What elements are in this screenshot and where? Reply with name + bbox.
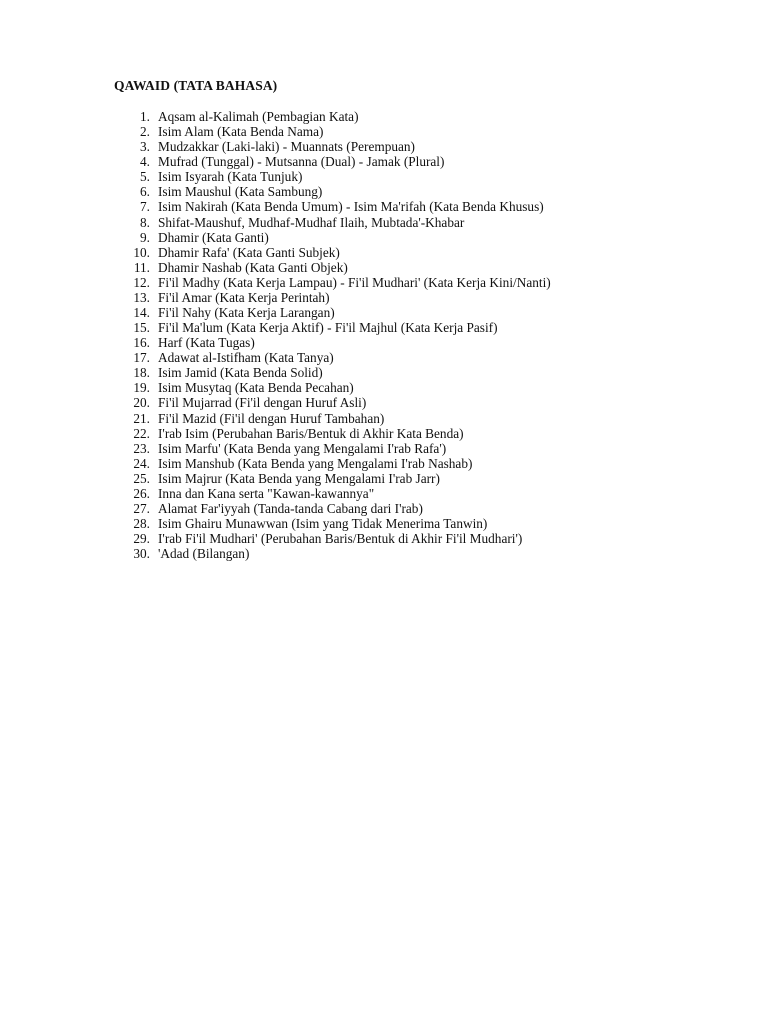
list-item-number: 15. xyxy=(133,320,150,336)
list-item-text: I'rab Isim (Perubahan Baris/Bentuk di Akhir Kata Benda) xyxy=(158,425,464,441)
list-item-number: 29. xyxy=(133,531,150,547)
list-item-number: 17. xyxy=(133,350,150,366)
list-item-number: 27. xyxy=(133,501,150,517)
list-item-number: 3. xyxy=(140,139,150,155)
list-item-number: 13. xyxy=(133,289,150,305)
list-item-text: I'rab Fi'il Mudhari' (Perubahan Baris/Bentuk di Akhir Fi'il Mudhari') xyxy=(158,531,523,547)
list-item-text: Dhamir Nashab (Kata Ganti Objek) xyxy=(158,259,348,275)
list-item-number: 2. xyxy=(140,124,150,140)
list-item-text: Harf (Kata Tugas) xyxy=(158,335,255,351)
list-item-number: 5. xyxy=(140,169,150,185)
list-item-text: Mufrad (Tunggal) - Mutsanna (Dual) - Jamak (Plural) xyxy=(158,154,445,170)
list-item-number: 8. xyxy=(140,214,150,230)
list-item-text: Isim Ghairu Munawwan (Isim yang Tidak Menerima Tanwin) xyxy=(158,516,488,532)
list-item-text: Fi'il Mujarrad (Fi'il dengan Huruf Asli) xyxy=(158,395,367,411)
list-item-text: Aqsam al-Kalimah (Pembagian Kata) xyxy=(158,109,359,124)
list-item-text: Alamat Far'iyyah (Tanda-tanda Cabang dari I'rab) xyxy=(158,501,423,517)
list-item-number: 28. xyxy=(133,516,150,532)
list-item-text: Fi'il Amar (Kata Kerja Perintah) xyxy=(158,289,330,305)
list-item-number: 4. xyxy=(140,154,150,170)
list-item-text: Inna dan Kana serta "Kawan-kawannya" xyxy=(158,485,375,501)
list-item-number: 21. xyxy=(133,410,150,426)
list-item-text: Isim Jamid (Kata Benda Solid) xyxy=(158,365,323,381)
list-item-number: 30. xyxy=(133,546,150,562)
list-item-number: 7. xyxy=(140,199,150,215)
list-item-number: 24. xyxy=(133,455,150,471)
list-item-text: Isim Musytaq (Kata Benda Pecahan) xyxy=(158,380,354,396)
list-item-number: 6. xyxy=(140,184,150,200)
list-item-number: 19. xyxy=(133,380,150,396)
list-item-text: Dhamir (Kata Ganti) xyxy=(158,229,269,245)
list-item-text: Fi'il Ma'lum (Kata Kerja Aktif) - Fi'il Majhul (Kata Kerja Pasif) xyxy=(158,320,498,336)
list-item-number: 14. xyxy=(133,305,150,321)
list-item-text: Isim Marfu' (Kata Benda yang Mengalami I'rab Rafa') xyxy=(158,440,447,456)
list-item-text: Isim Alam (Kata Benda Nama) xyxy=(158,124,324,140)
list-item-text: Dhamir Rafa' (Kata Ganti Subjek) xyxy=(158,244,340,260)
list-item-text: Isim Majrur (Kata Benda yang Mengalami I'rab Jarr) xyxy=(158,470,440,486)
list-item-text: Adawat al-Istifham (Kata Tanya) xyxy=(158,350,334,366)
list-item-number: 9. xyxy=(140,229,150,245)
list-item-text: Fi'il Nahy (Kata Kerja Larangan) xyxy=(158,305,335,321)
list-item-number: 20. xyxy=(133,395,150,411)
list-item-text: Isim Maushul (Kata Sambung) xyxy=(158,184,323,200)
list-item-text: 'Adad (Bilangan) xyxy=(158,546,250,562)
list-item-number: 11. xyxy=(133,259,150,275)
list-item-number: 10. xyxy=(133,244,150,260)
list-item-number: 12. xyxy=(133,274,150,290)
list-item-text: Isim Nakirah (Kata Benda Umum) - Isim Ma'rifah (Kata Benda Khusus) xyxy=(158,199,544,215)
list-item-text: Shifat-Maushuf, Mudhaf-Mudhaf Ilaih, Mubtada'-Khabar xyxy=(158,214,465,230)
list-item-text: Isim Manshub (Kata Benda yang Mengalami I'rab Nashab) xyxy=(158,455,473,471)
page-title: QAWAID (TATA BAHASA) xyxy=(114,78,278,93)
list-item-number: 26. xyxy=(133,485,150,501)
list-item-text: Fi'il Madhy (Kata Kerja Lampau) - Fi'il Mudhari' (Kata Kerja Kini/Nanti) xyxy=(158,274,551,290)
list-item-text: Mudzakkar (Laki-laki) - Muannats (Perempuan) xyxy=(158,139,415,155)
list-item-text: Fi'il Mazid (Fi'il dengan Huruf Tambahan) xyxy=(158,410,385,426)
list-item-text: Isim Isyarah (Kata Tunjuk) xyxy=(158,169,303,185)
list-item-number: 16. xyxy=(133,335,150,351)
list-item-number: 1. xyxy=(140,109,150,124)
list-item-number: 23. xyxy=(133,440,150,456)
list-item-number: 22. xyxy=(133,425,150,441)
list-item-number: 18. xyxy=(133,365,150,381)
list-item-number: 25. xyxy=(133,470,150,486)
